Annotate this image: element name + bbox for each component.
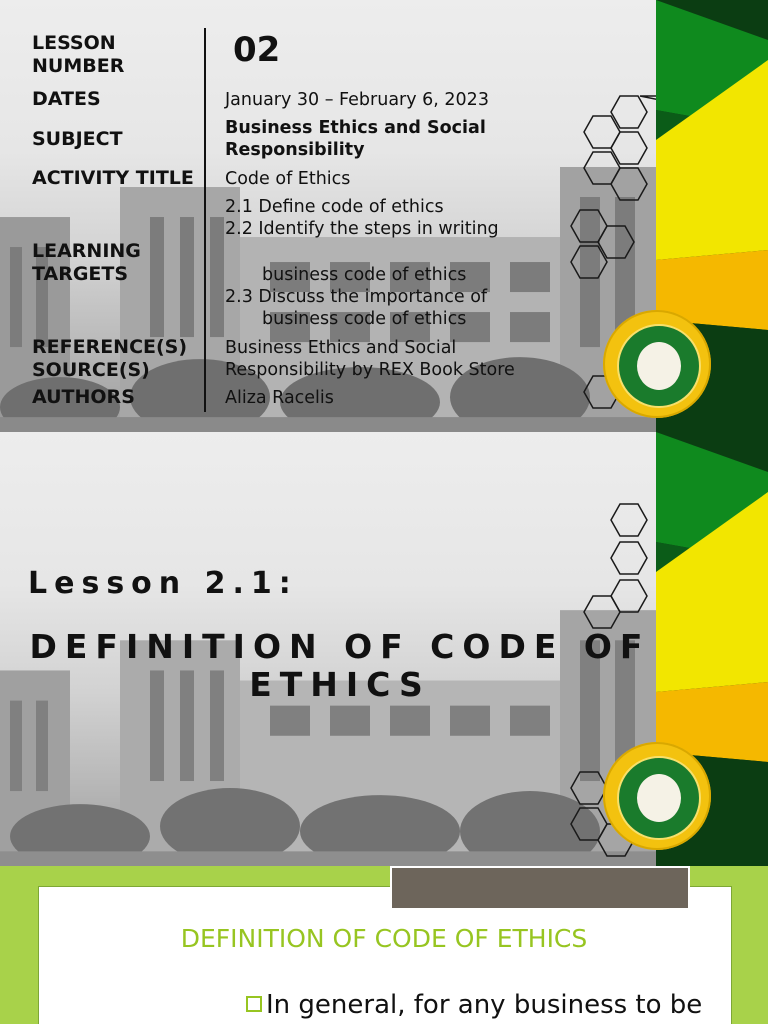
lesson-title: DEFINITION OF CODE OF ETHICS [29,627,651,704]
learning-target-2: 2.2 Identify the steps in writing [225,219,499,239]
table-divider [204,28,206,412]
school-logo [603,742,711,850]
activity-title-label: ACTIVITY TITLE [32,167,194,189]
slide-title: DEFINITION OF CODE OF ETHICS [180,924,588,953]
subject-value: Business Ethics and Social Responsibility [225,118,486,160]
bullet-text: In general, for any business to be [266,990,703,1020]
dates-value: January 30 – February 6, 2023 [225,90,489,110]
slide-definition [0,866,768,1024]
learning-target-2-cont: business code of ethics [262,265,467,285]
slide-lesson-title [0,432,768,866]
learning-target-3: 2.3 Discuss the importance of [225,287,488,307]
authors-label: AUTHORS [32,386,135,408]
lesson-number-value: 02 [233,30,281,70]
header-tab [390,866,690,910]
authors-value: Aliza Racelis [225,388,334,408]
references-value: Business Ethics and Social Responsibility by REX Book Store [225,338,515,380]
subject-label: SUBJECT [32,128,123,150]
learning-target-1: 2.1 Define code of ethics [225,197,444,217]
lesson-number-label: LESSON NUMBER [32,32,125,77]
dates-label: DATES [32,88,101,110]
learning-target-3-cont: business code of ethics [262,309,467,329]
references-label: REFERENCE(S) SOURCE(S) [32,336,188,381]
lesson-heading: Lesson 2.1: [28,566,298,601]
slide-lesson-info [0,0,768,432]
bullet-square-icon [246,996,262,1012]
school-building-image [0,580,656,866]
activity-title-value: Code of Ethics [225,169,351,189]
learning-targets-label: LEARNING TARGETS [32,240,141,285]
school-logo [603,310,711,418]
